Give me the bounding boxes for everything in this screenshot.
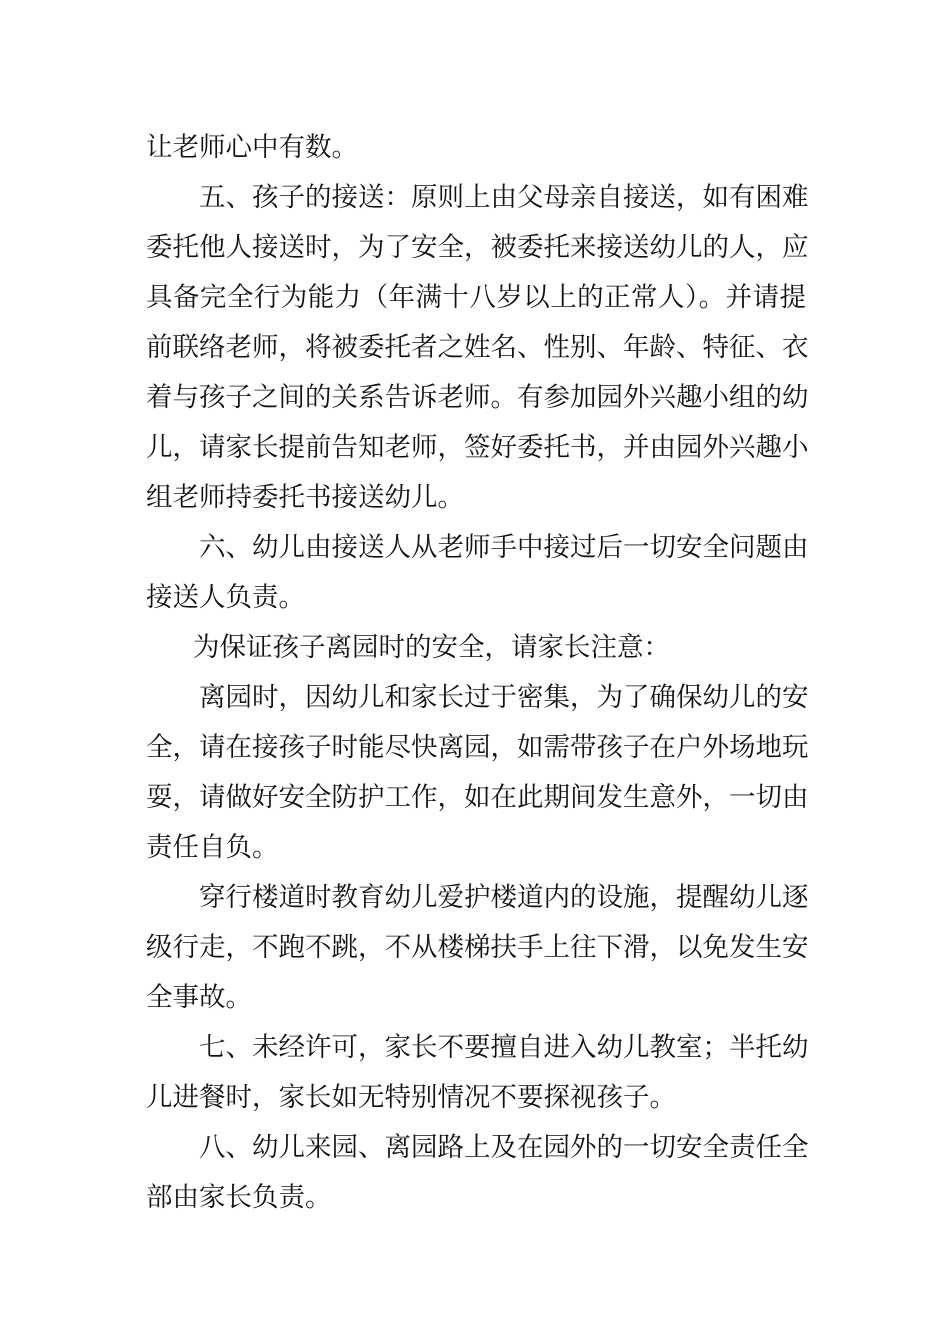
paragraph-six-start: 六、幼儿由接送人从老师手中接过后一切安全问题由: [199, 532, 809, 563]
text-line: 全事故。: [146, 982, 252, 1013]
text-line: 儿，请家长提前告知老师，签好委托书，并由园外兴趣小: [146, 432, 809, 463]
text-line: 责任自负。: [146, 832, 279, 863]
text-line: 接送人负责。: [146, 582, 305, 613]
paragraph-five-start: 五、孩子的接送：原则上由父母亲自接送，如有困难: [199, 182, 809, 213]
text-line: 部由家长负责。: [146, 1182, 332, 1213]
text-line: 委托他人接送时，为了安全，被委托来接送幼儿的人，应: [146, 232, 809, 263]
text-line: 全，请在接孩子时能尽快离园，如需带孩子在户外场地玩: [146, 732, 809, 763]
text-line: 具备完全行为能力（年满十八岁以上的正常人）。并请提: [146, 282, 806, 313]
paragraph-seven-start: 七、未经许可，家长不要擅自进入幼儿教室；半托幼: [199, 1032, 809, 1063]
text-line: 级行走，不跑不跳，不从楼梯扶手上往下滑，以免发生安: [146, 932, 809, 963]
text-line: 让老师心中有数。: [146, 132, 358, 163]
text-line: 儿进餐时，家长如无特别情况不要探视孩子。: [146, 1082, 676, 1113]
text-line: 耍，请做好安全防护工作，如在此期间发生意外，一切由: [146, 782, 809, 813]
leaving-paragraph-start: 离园时，因幼儿和家长过于密集，为了确保幼儿的安: [199, 682, 809, 713]
text-line: 前联络老师，将被委托者之姓名、性别、年龄、特征、衣: [146, 332, 809, 363]
text-line: 着与孩子之间的关系告诉老师。有参加园外兴趣小组的幼: [146, 382, 809, 413]
safety-notice-heading: 为保证孩子离园时的安全，请家长注意：: [193, 632, 670, 663]
paragraph-eight-start: 八、幼儿来园、离园路上及在园外的一切安全责任全: [199, 1132, 809, 1163]
corridor-paragraph-start: 穿行楼道时教育幼儿爱护楼道内的设施，提醒幼儿逐: [199, 882, 809, 913]
text-line: 组老师持委托书接送幼儿。: [146, 482, 464, 513]
